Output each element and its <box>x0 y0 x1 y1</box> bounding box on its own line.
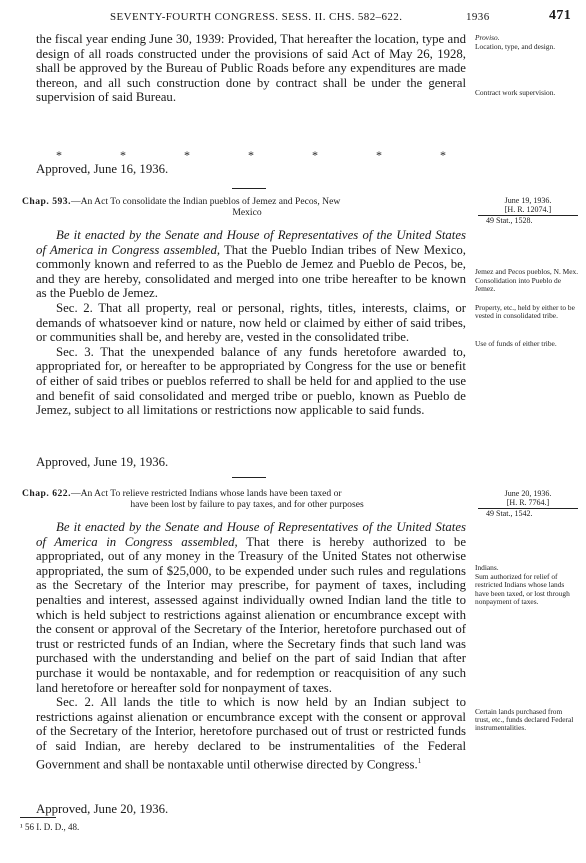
section-divider <box>232 477 266 478</box>
ref-date: June 20, 1936. <box>504 489 552 498</box>
page-number: 471 <box>549 8 572 23</box>
footnote-rule <box>20 817 56 818</box>
chapter-593-margin-notes <box>475 268 579 349</box>
margin-note-consolidation: Consolidation into Pueblo de Jemez. <box>475 276 562 294</box>
chapter-622-margin-notes <box>475 564 579 734</box>
margin-note-property: Property, etc., held by either to be vested in consolidated tribe. <box>475 302 575 320</box>
section-3: Sec. 3. That the unexpended balance of any funds heretofore awarded to, appropriated for, or hereafter to be appropriated by Congress for the use or benefit of either of said tribes or pueblos referred to shall be held for and applied to the use and benefit of said consolidated and merged tribe or pueblo, known as Pueblo de Jemez, subject to all limitations or restrictions now applicable to said funds. <box>36 344 466 418</box>
top-paragraph-block <box>36 32 466 105</box>
section-1-text: That there is hereby authorized to be appropriated, out of any money in the Treasury of the United States not otherwise appropriated, the sum of $25,000, to be expended under such rules and regulations as the Secretary of the Interior may prescribe, for payment of taxes, including penalties and interest, assessed against individually owned Indian land the title to which is held subject to restrictions against alienation or encumbrance except with the consent or approval of the Secretary of the Interior, heretofore purchased out of trust or restricted funds of an Indian, where the Secretary finds that such land was purchased with the understanding and belief on the part of said Indian that after purchase it would be nontaxable, and for redemption or reacquisition of any such land heretofore or hereafter sold for nonpayment of taxes. <box>36 534 466 695</box>
chapter-title-line2: have been lost by failure to pay taxes, and for other purposes <box>130 499 364 510</box>
star: * <box>440 148 446 162</box>
section-2: Sec. 2. That all property, real or personal, rights, titles, interests, claims, or demands of whatsoever kind or nature, now held or claimed by either of said tribes, or communities shall be, and hereby are, vested in the consolidated tribe. <box>36 300 466 345</box>
star: * <box>184 148 190 162</box>
chapter-593-body <box>36 228 466 418</box>
ref-stat: 49 Stat., 1528. <box>486 216 533 225</box>
ref-bill: [H. R. 12074.] <box>478 205 578 216</box>
margin-note-contract: Contract work supervision. <box>475 88 556 98</box>
star: * <box>248 148 254 162</box>
star: * <box>56 148 62 162</box>
approved-line: Approved, June 16, 1936. <box>36 162 169 176</box>
ref-date: June 19, 1936. <box>504 196 552 205</box>
section-1-text: That the Pueblo Indian tribes of New Mexico, commonly known and referred to as the Pueblo de Jemez and Pueblo de Pecos, be, and they are hereby, consolidated and merged into one tribe hereafter to be known as the Pueblo de Jemez. <box>36 242 466 301</box>
chapter-622-reference <box>478 489 578 518</box>
enacting-clause: Be it enacted by the Senate and House of Representatives of the United States of America in Congress assembled, <box>36 520 466 549</box>
margin-note-jemez: Jemez and Pecos pueblos, N. Mex. <box>475 267 579 276</box>
margin-note-funds: Use of funds of either tribe. <box>475 339 557 349</box>
omission-stars <box>56 148 446 163</box>
footnote: ¹ 56 I. D. D., 48. <box>20 822 80 832</box>
running-header <box>0 8 586 26</box>
top-margin-notes <box>475 34 579 99</box>
section-1 <box>36 520 466 695</box>
chapter-title-line2: Mexico <box>232 207 262 218</box>
footnote-marker: 1 <box>417 756 422 765</box>
chapter-622-body <box>36 520 466 771</box>
chapter-622-heading <box>22 488 472 510</box>
section-divider <box>232 188 266 189</box>
star: * <box>120 148 126 162</box>
ref-stat: 49 Stat., 1542. <box>486 509 533 518</box>
margin-note-lands: Certain lands purchased from trust, etc., funds declared Federal instrumentalities. <box>475 707 574 733</box>
section-2 <box>36 695 466 771</box>
margin-note-indians: Indians. <box>475 563 499 572</box>
ref-bill: [H. R. 7764.] <box>478 498 578 509</box>
chapter-593-reference <box>478 196 578 225</box>
section-2-text: Sec. 2. All lands the title to which is now held by an Indian subject to restrictions against alienation or encumbrance except with the consent or approval of the Secretary of the Interior, heretofore purchased out of trust or restricted funds of said Indian, are hereby declared to be instrumentalities of the Federal Government and shall be nontaxable until otherwise directed by Congress. <box>36 695 466 771</box>
chapter-593-heading <box>22 196 472 218</box>
approved-line: Approved, June 20, 1936. <box>36 802 169 816</box>
chapter-title-line1: —An Act To consolidate the Indian pueblos of Jemez and Pecos, New <box>70 196 341 207</box>
margin-note-sum: Sum authorized for relief of restricted Indians whose lands have been taxed, or lost through nonpayment of taxes. <box>475 572 570 606</box>
section-1 <box>36 228 466 301</box>
approved-line: Approved, June 19, 1936. <box>36 455 169 469</box>
chapter-label: Chap. 622. <box>22 488 71 499</box>
running-title: SEVENTY-FOURTH CONGRESS. SESS. II. CHS. 582–622. <box>110 11 403 23</box>
star: * <box>376 148 382 162</box>
margin-note-location: Location, type, and design. <box>475 42 556 52</box>
chapter-label: Chap. 593. <box>22 196 71 207</box>
margin-note-proviso: Proviso. <box>475 33 500 42</box>
header-year: 1936 <box>466 11 490 23</box>
star: * <box>312 148 318 162</box>
enacting-clause: Be it enacted by the Senate and House of Representatives of the United States of America in Congress assembled, <box>36 228 466 257</box>
chapter-title-line1: —An Act To relieve restricted Indians whose lands have been taxed or <box>70 488 342 499</box>
top-paragraph: the fiscal year ending June 30, 1939: Provided, That hereafter the location, type and design of all roads constructed under the provisions of said Act of May 26, 1928, shall be approved by the Bureau of Public Roads before any expenditures are made thereon, and all such construction done by contract shall be under the general supervision of said Bureau. <box>36 32 466 105</box>
